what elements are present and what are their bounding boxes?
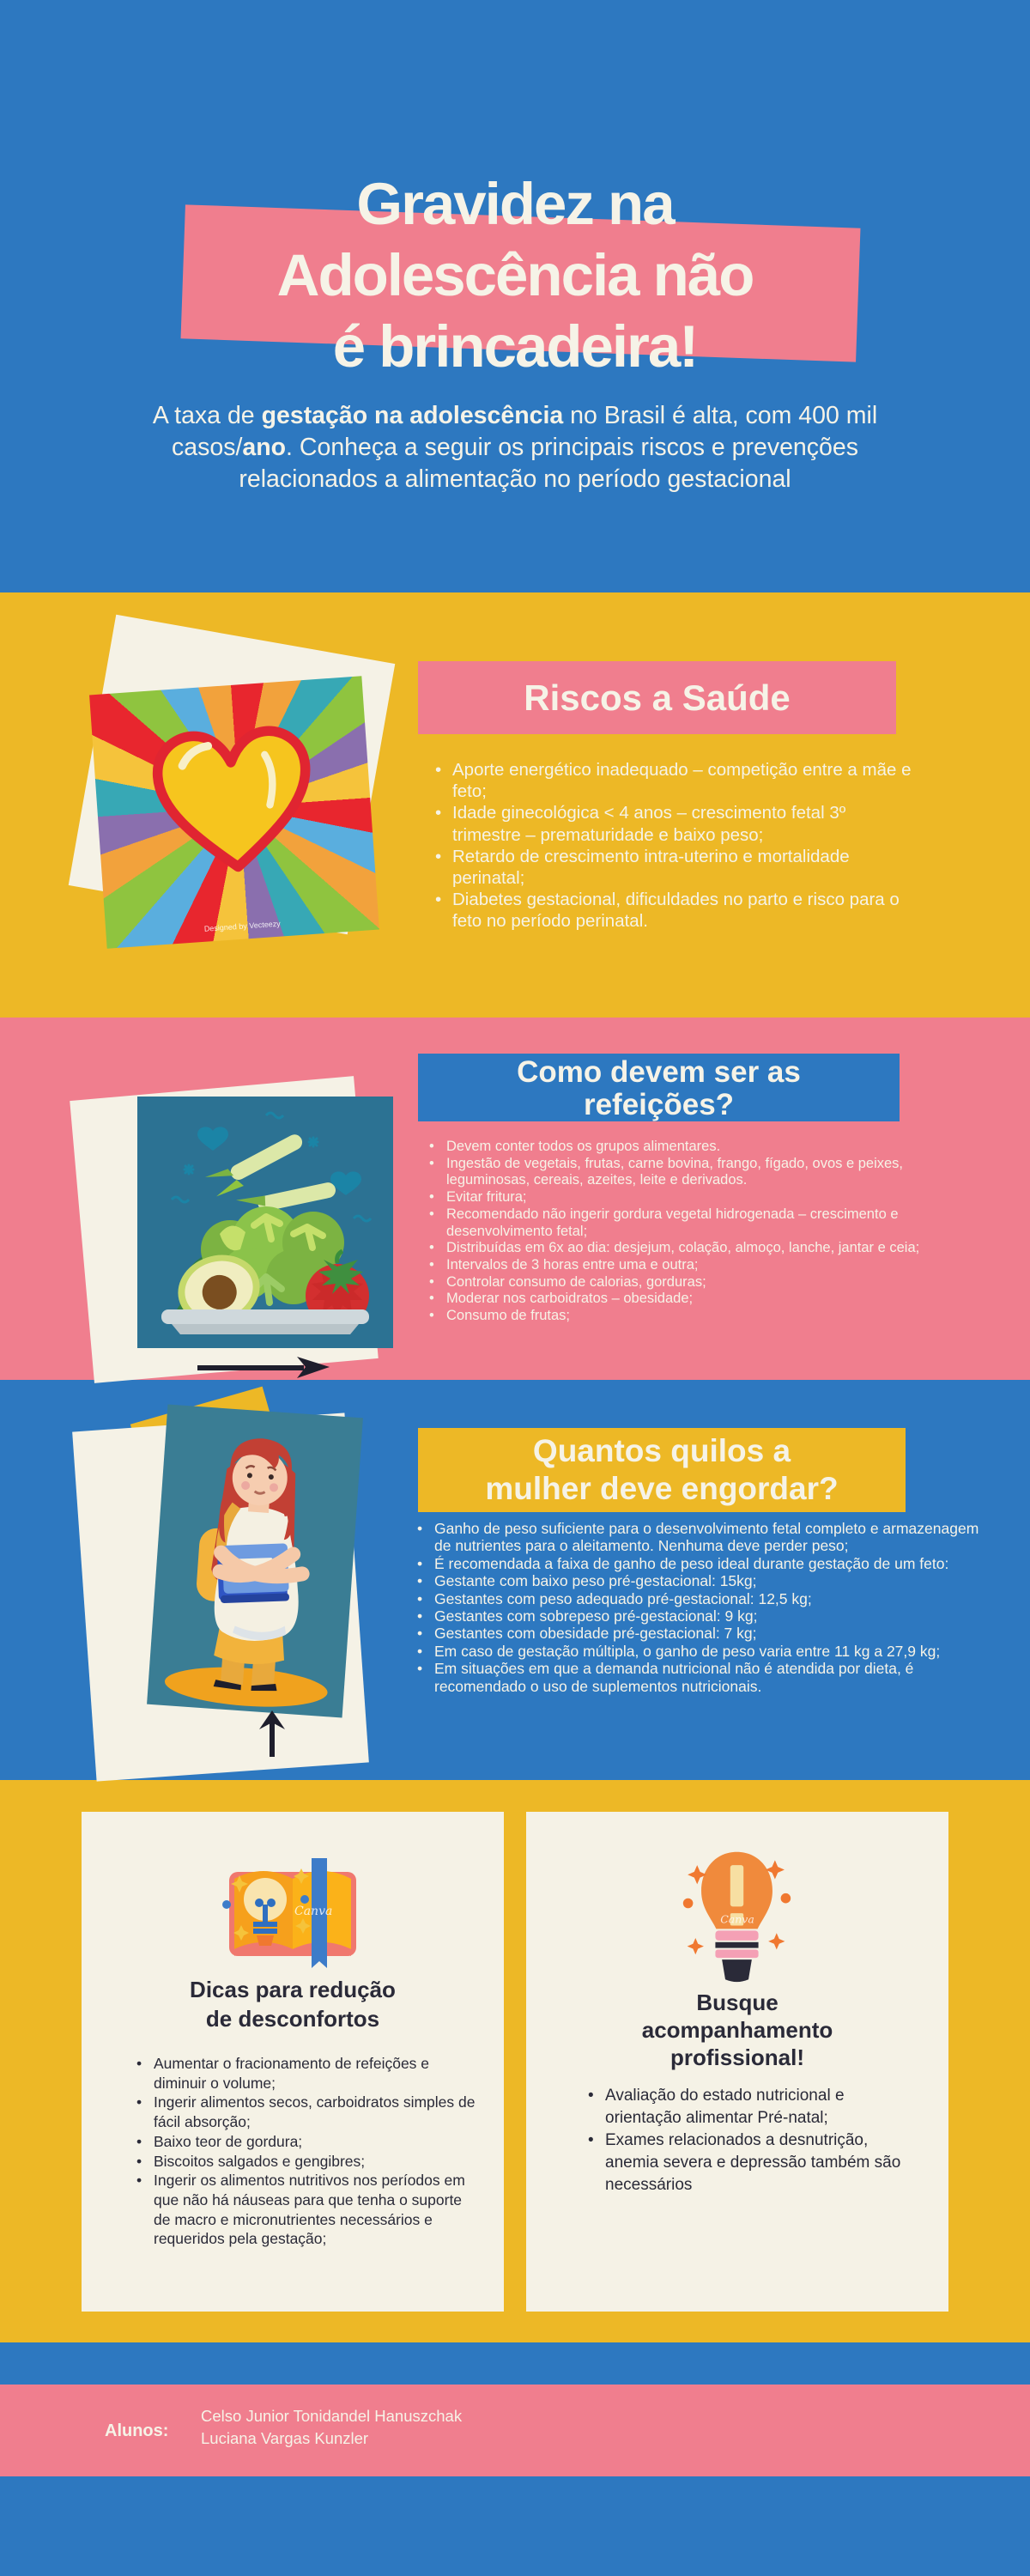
bullet-item: • Ingestão de vegetais, frutas, carne bovina, frango, fígado, ovos e peixes, leguminosas, cereais, azeites, leite e derivados. (427, 1156, 953, 1189)
quilos-bullet-list (415, 1520, 984, 1695)
riscos-title-text: Riscos a Saúde (524, 677, 791, 718)
intro-bold: ano (242, 434, 287, 461)
bullet-item: • Biscoitos salgados e gengibres; (135, 2152, 480, 2172)
bullet-item: • Gestantes com sobrepeso pré-gestacional: 9 kg; (415, 1607, 984, 1625)
arrow-up-icon (256, 1709, 288, 1759)
canva-watermark: Canva (294, 1905, 333, 1918)
heart-burst-photo (89, 676, 379, 948)
lightbulb-icon (679, 1843, 795, 1987)
intro-text (103, 400, 927, 495)
refeicoes-title (418, 1054, 900, 1121)
card-dicas (82, 1812, 504, 2312)
card-dicas-title-line-2: de desconfortos (205, 2006, 380, 2032)
card-dicas-title-line-1: Dicas para redução (190, 1977, 396, 2002)
card-dicas-title (82, 1975, 504, 2033)
bullet-item: • Baixo teor de gordura; (135, 2132, 480, 2152)
healthy-food-illustration (137, 1097, 393, 1348)
quilos-title (418, 1428, 906, 1512)
bullet-item: Luciana Vargas Kunzler (201, 2429, 369, 2447)
intro-part: no Brasil é alta, com 400 mil casos/ (172, 402, 878, 461)
bullet-item: • É recomendada a faixa de ganho de peso ideal durante gestação de um feto: (415, 1555, 984, 1572)
pregnant-student-illustration (147, 1404, 363, 1717)
bullet-item: • Idade ginecológica < 4 anos – crescimento fetal 3º trimestre – prematuridade e baixo peso; (433, 802, 914, 845)
bullet-item: • Gestantes com peso adequado pré-gestacional: 12,5 kg; (415, 1590, 984, 1607)
bullet-item: • Diabetes gestacional, dificuldades no parto e risco para o feto no período perinatal. (433, 889, 914, 932)
bullet-item: • Aporte energético inadequado – competição entre a mãe e feto; (433, 759, 914, 802)
bullet-item: • Distribuídas em 6x ao dia: desjejum, colação, almoço, lanche, jantar e ceia; (427, 1240, 953, 1257)
title-line-3: é brincadeira! (332, 313, 698, 380)
intro-bold: gestação na adolescência (261, 402, 564, 429)
vecteezy-watermark: Designed by Vecteezy (203, 919, 282, 933)
bullet-item: • Aumentar o fracionamento de refeições e diminuir o volume; (135, 2054, 480, 2093)
refeicoes-title-line-2: refeições? (583, 1088, 735, 1121)
bullet-item: • Ingerir os alimentos nutritivos nos períodos em que não há náuseas para que tenha o suporte de macro e micronutrientes necessários e requeridos pela gestação; (135, 2171, 480, 2249)
quilos-title-line-1: Quantos quilos a (532, 1433, 791, 1468)
bullet-item: • Devem conter todos os grupos alimentares. (427, 1139, 953, 1156)
refeicoes-title-line-1: Como devem ser as (517, 1055, 801, 1089)
bullet-item: • Exames relacionados a desnutrição, anemia severa e depressão também são necessários (586, 2129, 923, 2196)
bullet-item: • Ganho de peso suficiente para o desenvolvimento fetal completo e armazenagem de nutrientes para o aleitamento. Nenhuma deve perder peso; (415, 1520, 984, 1555)
quilos-title-line-2: mulher deve engordar? (485, 1471, 839, 1506)
bullet-item: • Recomendado não ingerir gordura vegetal hidrogenada – crescimento e desenvolvimento fetal; (427, 1206, 953, 1240)
bullet-item: • Avaliação do estado nutricional e orientação alimentar Pré-natal; (586, 2085, 923, 2129)
bullet-item: • Intervalos de 3 horas entre uma e outra; (427, 1257, 953, 1274)
card-busque-title-line-2: acompanhamento (641, 2017, 833, 2043)
title-line-1: Gravidez na (356, 171, 674, 237)
bullet-item: • Gestante com baixo peso pré-gestacional: 15kg; (415, 1572, 984, 1589)
card-busque-title (526, 1989, 948, 2071)
healthy-food-photo (137, 1097, 393, 1348)
canva-watermark: Canva (720, 1912, 754, 1926)
bullet-item: • Em caso de gestação múltipla, o ganho de peso varia entre 11 kg a 27,9 kg; (415, 1643, 984, 1660)
intro-part: A taxa de (152, 402, 262, 429)
bullet-item: Celso Junior Tonidandel Hanuszchak (201, 2407, 463, 2425)
page-title (0, 168, 1030, 382)
bullet-item: • Controlar consumo de calorias, gorduras; (427, 1274, 953, 1291)
title-line-2: Adolescência não (276, 242, 754, 308)
dicas-bullet-list (135, 2054, 480, 2249)
card-busque-title-line-3: profissional! (670, 2044, 804, 2070)
bullet-item: • Moderar nos carboidratos – obesidade; (427, 1291, 953, 1308)
intro-part: . Conheça a seguir os principais riscos e prevenções relacionados a alimentação no período gestacional (239, 434, 858, 493)
refeicoes-bullet-list (427, 1139, 953, 1325)
pregnant-student-photo (147, 1404, 363, 1717)
bullet-item: • Evitar fritura; (427, 1189, 953, 1206)
bullet-item: • Ingerir alimentos secos, carboidratos simples de fácil absorção; (135, 2093, 480, 2131)
bullet-item: • Retardo de crescimento intra-uterino e mortalidade perinatal; (433, 846, 914, 889)
bullet-item: • Gestantes com obesidade pré-gestacional: 7 kg; (415, 1625, 984, 1642)
bullet-item: • Em situações em que a demanda nutricional não é atendida por dieta, é recomendado o uso de suplementos nutricionais. (415, 1660, 984, 1695)
arrow-right-icon (196, 1355, 333, 1379)
card-busque-title-line-1: Busque (696, 1990, 779, 2015)
riscos-bullet-list (433, 759, 914, 933)
footer-names-list (201, 2405, 462, 2450)
busque-bullet-list (586, 2085, 923, 2196)
heart-icon (138, 714, 330, 890)
footer-alunos-label: Alunos: (105, 2421, 169, 2440)
open-book-lightbulb-icon (215, 1846, 370, 1975)
riscos-title (418, 661, 896, 734)
card-busque (526, 1812, 948, 2312)
bullet-item: • Consumo de frutas; (427, 1308, 953, 1325)
